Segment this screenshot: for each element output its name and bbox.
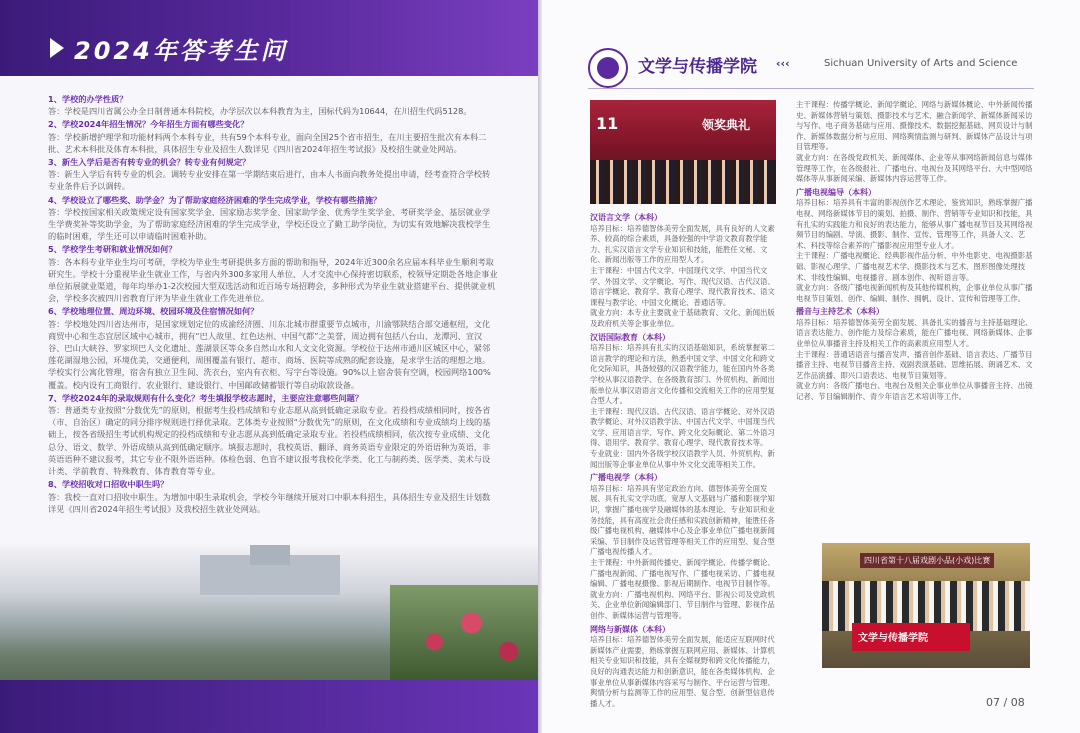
faq-question: 1、学校的办学性质？ bbox=[48, 94, 128, 104]
program-text: 就业方向：本专业主要就业于基础教育、文化、新闻出版及政府机关等企事业单位。 bbox=[590, 308, 775, 328]
program-text: 就业方向：各级广播电台、电视台及相关企事业单位从事播音主持、出镜记者、节目编辑制作、青少年语言艺术培训等工作。 bbox=[796, 381, 1033, 402]
campus-photo bbox=[0, 545, 538, 680]
faq-item bbox=[48, 156, 498, 193]
programs-column-1 bbox=[590, 210, 776, 709]
program-heading: 网络与新媒体（本科） bbox=[590, 624, 670, 634]
program-block bbox=[590, 333, 776, 471]
program-text: 就业方向：广播电视机构、网络平台、影视公司及党政机关、企业单位新闻编辑部门、节目制作与管理、影视作品创作、新媒体运营与管理等。 bbox=[590, 589, 775, 620]
faq-question: 2、学校2024年招生情况？今年招生方面有哪些变化？ bbox=[48, 119, 249, 130]
program-heading: 汉语国际教育（本科） bbox=[590, 332, 670, 342]
program-text: 培养目标：培养具有坚定政治方向、德智体美劳全面发展、具有扎实文学功底、宽厚人文基础与广播和影视学知识，掌握广播电视学及融媒体的基本理论、专业知识和业务技能，具有高度社会责任感和实践创新精神，能胜任各级广播电视机构、融媒体中心及企事业单位广播电视新闻采编、节目制作及运营管理等相关工作的应用型、复合型广播电视传播人才。 bbox=[590, 483, 775, 557]
faq-item bbox=[48, 194, 498, 243]
university-logo-icon bbox=[588, 48, 628, 88]
program-heading: 播音与主持艺术（本科） bbox=[796, 307, 884, 317]
program-block bbox=[590, 625, 776, 710]
faq-question: 6、学校地理位置、周边环境、校园环境及住宿情况如何？ bbox=[48, 306, 259, 317]
faq-item bbox=[48, 305, 498, 390]
crowd-shape bbox=[590, 160, 776, 204]
faq-question: 7、学校2024年的录取规则有什么变化？考生填报学校志愿时，主要应注意哪些问题？ bbox=[48, 392, 364, 403]
faq-answer: 答：我校一直对口招收中职生。为增加中职生录取机会，学校今年继续开展对口中职本科招生，具体招生专业及招生计划数详见《四川省2024年招生考试报》及我校招生就业处网站。 bbox=[48, 491, 491, 514]
drama-competition-photo bbox=[822, 543, 1030, 668]
program-block bbox=[796, 307, 1036, 402]
program-text: 主干课程：中外新闻传播史、新闻学概论、传播学概论、广播电视新闻、广播电视写作、广播电视采访、广播电视编辑、广播电视摄像、影视后期制作、电视节目制作等。 bbox=[590, 558, 775, 589]
program-text: 主干课程：中国古代文学、中国现代文学、中国当代文学、外国文学、文学概论、写作、现代汉语、古代汉语、语言学概论、教育学、教育心理学、现代教育技术、语文课程与教学论、中国文化概论、普通话等。 bbox=[590, 265, 775, 307]
play-arrow-icon bbox=[50, 38, 64, 58]
program-block bbox=[590, 213, 776, 330]
faq-item bbox=[48, 243, 498, 304]
building-tower-shape bbox=[250, 545, 290, 565]
faq-item bbox=[48, 118, 498, 155]
program-heading: 广播电视编导（本科） bbox=[796, 187, 876, 197]
college-name: 文学与传播学院 bbox=[638, 57, 757, 77]
program-heading: 汉语言文学（本科） bbox=[590, 213, 662, 222]
program-block bbox=[796, 188, 1036, 305]
logo-center bbox=[597, 57, 619, 79]
faq-answer: 答：学校是四川省属公办全日制普通本科院校，办学层次以本科教育为主，国标代码为10644，在川招生代码5128。 bbox=[48, 106, 472, 117]
program-block bbox=[590, 473, 776, 621]
right-page bbox=[542, 0, 1080, 733]
left-page-title: 2024年答考生问 bbox=[74, 37, 288, 65]
flower-bed bbox=[390, 585, 538, 680]
faq-question: 8、学校招收对口招收中职生吗？ bbox=[48, 479, 169, 490]
faq-answer: 答：各本科专业毕业生均可考研，学校为毕业生考研提供多方面的帮助和指导，2024年近300余名应届本科毕业生顺利考取研究生。学校十分重视毕业生就业工作，与省内外300多家用人单位、人才交流中心保持密切联系，校领导定期赴各地企事业单位拓展就业渠道，每年均举办1-2次校园大型双选活动和近百场专场招聘会，多种形式为毕业生就业搭建平台、提供就业机会，学校多次被四川省教育厅评为毕业生就业工作先进单位。 bbox=[48, 256, 498, 304]
faq-item bbox=[48, 93, 498, 117]
faq-question: 3、新生入学后是否有转专业的机会？转专业有何规定？ bbox=[48, 157, 251, 168]
program-text: 主干课程：广播电视概论、经典影视作品分析、中外电影史、电视摄影基础、影视心理学、广播电视艺术学、摄影技术与艺术、图形图像处理技术、非线性编辑、电视播音、剧本创作、视听语言等。 bbox=[796, 251, 1033, 282]
program-text: 培养目标：培养具有丰富的影视创作艺术理论、鉴赏知识，熟练掌握广播电视、网络新媒体节目的策划、拍摄、制作、营销等专业知识和技能，具有扎实的实践能力和良好的表达能力，能够从事广播电视节目及其网络视频节目的编剧、导演、摄影、制作、宣传、管理等工作，具备人文、艺术、科技等综合素养的广播影视应用型专业人才。 bbox=[796, 198, 1033, 250]
program-text: 培养目标：培养具有扎实的汉语基础知识，系统掌握第二语言教学的理论和方法，熟悉中国文学、中国文化和跨文化交际知识，具备较强的汉语教学能力，能在国内外各类学校从事汉语教学、在各级教育部门、外贸机构、新闻出版单位从事汉语语言文化传播和交流相关工作的应用型复合型人才。 bbox=[590, 343, 775, 406]
page-number: 07 / 08 bbox=[986, 696, 1025, 709]
photo-number: 11 bbox=[596, 114, 619, 133]
university-english-name: Sichuan University of Arts and Science bbox=[824, 58, 1018, 69]
header-divider bbox=[588, 88, 1034, 89]
competition-sign: 四川省第十八届戏剧小品(小戏)比赛 bbox=[860, 553, 994, 568]
flag-text: 文学与传播学院 bbox=[858, 633, 928, 644]
photo-caption: 领奖典礼 bbox=[702, 118, 751, 132]
faq-answer: 答：学校新增护理学和功能材料两个本科专业，共有59个本科专业，面向全国25个省市招生，在川主要招生批次有本科二批、艺术本科批及体育本科批，具体招生专业及招生人数详见《四川省2024年招生考试报》及校招生就业处网站。 bbox=[48, 131, 487, 154]
program-text: 就业方向：在各级党政机关、新闻媒体、企业等从事网络新闻信息与媒体管理等工作，在各级报社、广播电台、电视台及其网络平台、大中型网络媒体等从事新闻采编、新媒体内容运营等工作。 bbox=[796, 152, 1033, 184]
faq-answer: 答：学校按国家相关政策规定设有国家奖学金、国家励志奖学金、国家助学金、优秀学生奖学金、考研奖学金、基层就业学生学费奖补等奖助学金，为了帮助家庭经济困难的学生完成学业，学校还设立了勤工助学岗位，为切实有效地解决我校学生的临时困难，学生还可以申请临时困难补助。 bbox=[48, 206, 491, 242]
program-text: 就业方向：各级广播电视新闻机构及其他传媒机构，企事业单位从事广播电视节目策划、创作、编辑、制作、拥帆、设计、宣传和管理等工作。 bbox=[796, 283, 1033, 303]
left-page bbox=[0, 0, 538, 733]
arrows-decoration: ‹‹‹ bbox=[776, 57, 790, 70]
faq-answer: 答：学校地处四川省达州市，是国家规划定位的成渝经济圈、川东北城市群重要节点城市，川渝鄂陕结合部交通枢纽，文化商贸中心和生态宜居区域中心城市，拥有“巴人故里、红色达州、中国气都”之美誉，周边拥有包括八台山、龙潭河、宣汉谷、巴山大峡谷、罗家坝巴人文化遗址、莲湖景区等众多自然山水和人文文化资源。学校位于达州市通川区城区中心，紧邻莲花湖湿地公园，环境优美，交通便利，周围覆盖有银行、超市、商场、医院等成熟的配套设施，是求学生活的理想之地。学校实行公寓化管理，宿舍有独立卫生间、洗衣台，室内有衣柜、写字台等设施。90%以上宿舍装有空调，校园网络100%覆盖。校内设有工商银行、农业银行、建设银行、中国邮政储蓄银行等自动取款设备。 bbox=[48, 318, 491, 390]
program-text: 培养目标：培养德智体美劳全面发展，能适应互联网时代新媒体产业需要，熟练掌握互联网应用、新媒体、计算机相关专业知识和技能，具有全媒视野和跨文化传播能力，良好的沟通表达能力和创新意识，能在各类媒体机构、企事业单位从事新媒体内容采写与制作、平台运营与管理、舆情分析与监测等工作的应用型、复合型、创新型信息传播人才。 bbox=[590, 635, 775, 708]
faq-item bbox=[48, 392, 498, 477]
program-text: 主干课程：传播学概论、新闻学概论、网络与新媒体概论、中外新闻传播史、新媒体营销与策划、摄影技术与艺术、融合新闻学、新媒体新闻采访与写作、电子商务基础与应用、摄像技术、数据挖掘基础、网页设计与制作、新媒体数据分析与应用、网络舆情监测与研判、新媒体产品设计与项目管理等。 bbox=[796, 100, 1033, 152]
left-title-banner bbox=[0, 0, 538, 76]
faq-question: 4、学校设立了哪些奖、助学金？为了帮助家庭经济困难的学生完成学业，学校有哪些措施？ bbox=[48, 194, 382, 205]
program-text: 主干课程：现代汉语、古代汉语、语言学概论、对外汉语教学概论、对外汉语教学法、中国古代文学、中国现当代文学、应用语言学、写作、跨文化交际概论、第二外语习得、语用学、教育学、教育心理学、现代教育技术等。 bbox=[590, 406, 775, 448]
program-text: 主干课程：普通话语音与播音发声、播音创作基础、语言表达、广播节目播音主持、电视节目播音主持、戏剧表演基础、思维拓展、朗诵艺术、文艺作品演播、即兴口语表达、电视节目策划等。 bbox=[796, 349, 1033, 380]
program-text: 培养目标：培养德智体美劳全面发展，具有良好的人文素养、较高的综合素质，具备较强的中学语文教育教学能力、扎实汉语言文学专业知识和技能，能胜任文秘、文化、新闻出版等工作的应用型人才。 bbox=[590, 223, 775, 265]
program-text: 专业就业：国内外各级学校汉语教学人员、外贸机构、新闻出版等企事业单位从事中外文化交流等相关工作。 bbox=[590, 449, 775, 469]
program-heading: 广播电视学（本科） bbox=[590, 473, 662, 483]
programs-column-2 bbox=[796, 100, 1036, 403]
left-bottom-bar bbox=[0, 680, 538, 733]
faq-answer: 答：新生入学后有转专业的机会。调转专业安排在第一学期结束后进行，由本人书面向教务处提出申请，经考查符合学校转专业条件后予以调转。 bbox=[48, 169, 491, 192]
faq-question: 5、学校学生考研和就业情况如何？ bbox=[48, 244, 177, 255]
award-ceremony-photo bbox=[590, 100, 776, 204]
faq-item bbox=[48, 478, 498, 515]
program-text: 培养目标：培养德智体美劳全面发展、具备扎实的播音与主持基础理论、语言表达能力、创作能力及综合素质，能在广播电视、网络新媒体、企事业单位从事播音主持及相关工作的高素质应用型人才。 bbox=[796, 317, 1033, 349]
faq-answer: 答：普通类专业按照“分数优先”的原则，根据考生投档成绩和专业志愿从高到低确定录取专业。若投档成绩相同时，按各省（市、自治区）确定的同分排序规则进行择优录取。艺体类专业按照“分数优先”的原则，在文化成绩和专业成绩均上线的基础上，按各省级招生考试机构规定的投档成绩和专业志愿从高到低确定录取专业。若投档成绩相同，依次按专业成绩、文化总分、语文、数学、外语成绩从高到低确定顺序。填报志愿时，我校英语、翻译、商务英语专业限定的外语语种为英语，非英语语种不建议报考，其它专业不限外语语种。体检色弱、色盲不建议报考我校化学类、化工与制药类、医学类、美术与设计类、学前教育、特殊教育、体育教育等专业。 bbox=[48, 405, 491, 477]
faq-list bbox=[48, 92, 498, 515]
